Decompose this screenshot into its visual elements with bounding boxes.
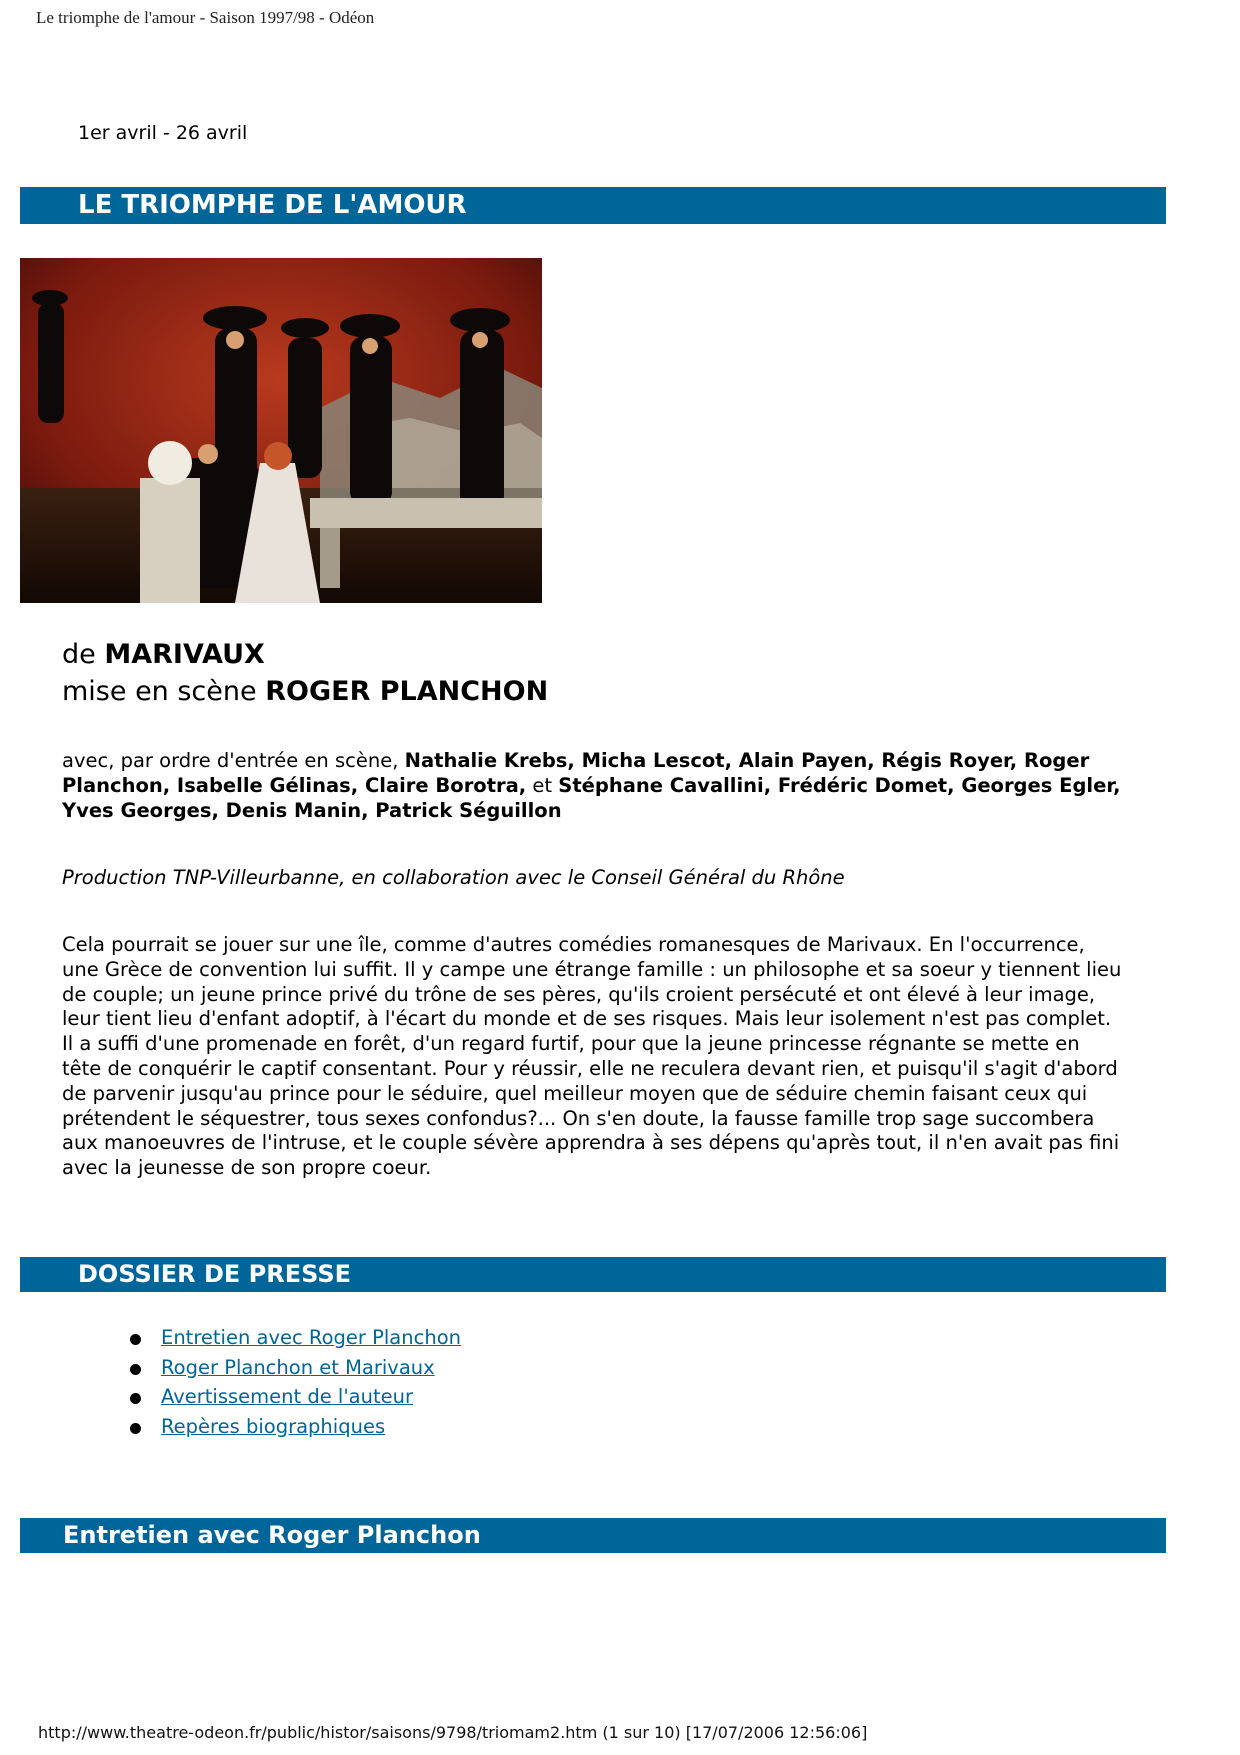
production-credit: Production TNP-Villeurbanne, en collaboration avec le Conseil Général du Rhône <box>62 866 845 889</box>
author-name: MARIVAUX <box>104 639 265 670</box>
interview-section-title: Entretien avec Roger Planchon <box>63 1521 481 1549</box>
press-section-bar <box>20 1257 1166 1292</box>
link-planchon-marivaux[interactable]: Roger Planchon et Marivaux <box>161 1355 435 1379</box>
press-links-list <box>130 1323 461 1441</box>
bullet-icon <box>130 1393 141 1404</box>
list-item <box>130 1323 461 1353</box>
author-prefix: de <box>62 639 96 670</box>
synopsis-paragraph: Cela pourrait se jouer sur une île, comme d'autres comédies romanesques de Marivaux. En l'occurrence, une Grèce de convention lui suffit. Il y campe une étrange famille : un philosophe et sa soeur y tiennent lieu de couple; un jeune prince privé du trône de ses pères, qu'ils croient persécuté et ont élevé à leur image, leur tient lieu d'enfant adoptif, à l'écart du monde et de ses risques. Mais leur isolement n'est pas complet. Il a suffi d'une promenade en forêt, d'un regard furtif, pour que la jeune princesse régnante se mette en tête de conquérir le captif consentant. Pour y réussir, elle ne reculera devant rien, et puisqu'il s'agit d'abord de parvenir jusqu'au prince pour le séduire, quel meilleur moyen que de séduire chemin faisant ceux qui prétendent le séquestrer, tous sexes confondus?... On s'en doute, la fausse famille trop sage succombera aux manoeuvres de l'intruse, et le couple sévère apprendra à ses dépens qu'après tout, il n'en avait pas fini avec la jeunesse de son propre coeur. <box>62 933 1122 1180</box>
link-avertissement[interactable]: Avertissement de l'auteur <box>161 1385 414 1408</box>
credits <box>62 636 548 710</box>
cast-connector: et <box>532 774 553 797</box>
title-bar <box>20 187 1166 224</box>
bullet-icon <box>130 1334 141 1345</box>
interview-section-bar <box>20 1518 1166 1553</box>
print-header: Le triomphe de l'amour - Saison 1997/98 - Odéon <box>36 8 375 27</box>
bullet-icon <box>130 1364 141 1375</box>
author-line <box>62 636 548 673</box>
director-line <box>62 673 548 710</box>
director-prefix: mise en scène <box>62 676 257 707</box>
date-range: 1er avril - 26 avril <box>78 122 248 144</box>
list-item <box>130 1412 461 1442</box>
press-section-title: DOSSIER DE PRESSE <box>78 1260 351 1288</box>
link-reperes[interactable]: Repères biographiques <box>161 1414 386 1438</box>
cast-list <box>62 748 1152 823</box>
production-photo <box>20 258 542 603</box>
cast-intro: avec, par ordre d'entrée en scène, <box>62 749 399 772</box>
page-title: LE TRIOMPHE DE L'AMOUR <box>78 190 467 220</box>
cast-group-2: Stéphane Cavallini, Frédéric Domet, Georges Egler, Yves Georges, Denis Manin, Patrick Séguillon <box>62 774 1121 822</box>
cast-group-1: Nathalie Krebs, Micha Lescot, Alain Payen, Régis Royer, Roger Planchon, Isabelle Gélinas, Claire Borotra, <box>62 749 1090 797</box>
list-item <box>130 1353 461 1383</box>
director-name: ROGER PLANCHON <box>265 676 549 707</box>
bullet-icon <box>130 1423 141 1434</box>
stage-photo-illustration <box>20 258 542 603</box>
list-item <box>130 1382 461 1412</box>
link-entretien[interactable]: Entretien avec Roger Planchon <box>161 1326 461 1349</box>
print-footer: http://www.theatre-odeon.fr/public/histor/saisons/9798/triomam2.htm (1 sur 10) [17/07/2006 12:56:06] <box>38 1723 868 1742</box>
